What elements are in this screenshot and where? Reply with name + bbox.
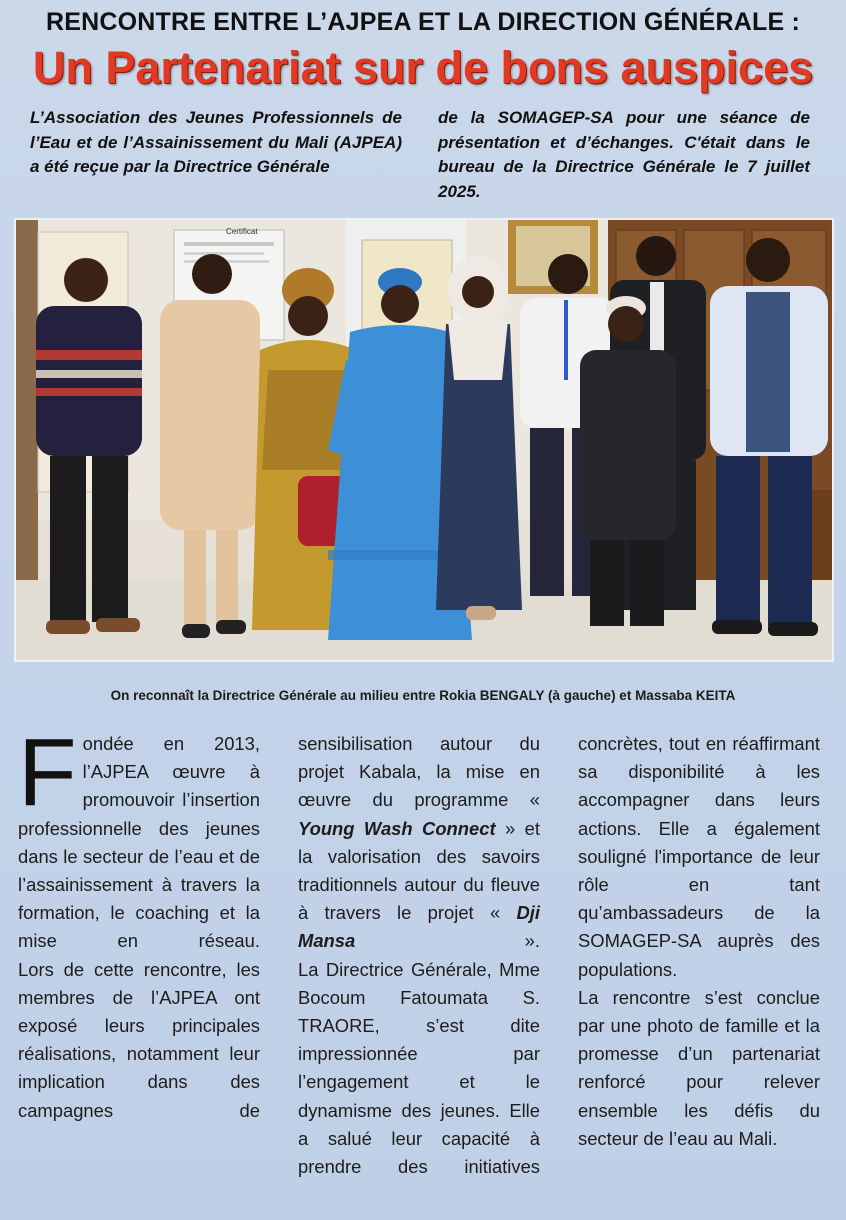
article-headline: Un Partenariat sur de bons auspices xyxy=(32,42,814,93)
drop-cap: F xyxy=(18,719,77,826)
paragraph-3-text-c: ». xyxy=(355,930,540,952)
group-photo xyxy=(14,218,834,662)
paragraph-5: concrètes, tout en réaffirmant sa disponibilité à les accompagner dans leurs actions. Elle a également souligné l'importance de leur rôle en tant qu’ambassadeurs de la SOMAGEP-SA auprès des populations. xyxy=(578,733,820,980)
paragraph-3 xyxy=(298,730,540,956)
article-column-3 xyxy=(578,730,820,1153)
paragraph-4: La Directrice Générale, Mme Bocoum Fatoumata S. TRAORE, s’est dite impressionnée par l’engagement et le dynamisme des jeunes. Elle a salué leur capacité à prendre des initiatives xyxy=(298,958,540,1178)
certificate-text: Certificat xyxy=(226,227,258,236)
paragraph-3-text-a: sensibilisation autour du projet Kabala, la mise en œuvre du programme « xyxy=(298,733,540,811)
group-photo-illustration xyxy=(16,220,832,660)
intro-left: L’Association des Jeunes Professionnels de l’Eau et de l’Assainissement du Mali (AJPEA) a été reçue par la Directrice Générale xyxy=(30,108,402,176)
article-column-2 xyxy=(298,730,540,1181)
paragraph-1 xyxy=(18,719,260,956)
paragraph-6: La rencontre s’est conclue par une photo de famille et la promesse d’un partenariat renforcé pour relever ensemble les défis du secteur de l’eau au Mali. xyxy=(578,986,820,1149)
article-column-1 xyxy=(18,719,260,1125)
paragraph-2: Lors de cette rencontre, les membres de l’AJPEA ont exposé leurs principales réalisations, notamment leur implication dans des campagnes de xyxy=(18,958,260,1121)
paragraph-1-text: ondée en 2013, l’AJPEA œuvre à promouvoir l’insertion professionnelle des jeunes dans le secteur de l’eau et de l’assainissement à travers la formation, le coaching et la mise en réseau. xyxy=(18,733,260,952)
article-kicker: RENCONTRE ENTRE L’AJPEA ET LA DIRECTION GÉNÉRALE : xyxy=(45,8,801,36)
programme-name: Young Wash Connect xyxy=(298,817,496,839)
project-name: Dji Mansa xyxy=(298,902,540,952)
photo-caption: On reconnaît la Directrice Générale au milieu entre Rokia BENGALY (à gauche) et Massaba KEITA xyxy=(110,688,736,703)
paragraph-3-text-b: » et la valorisation des savoirs traditionnels autour du fleuve à travers le projet « xyxy=(298,817,540,924)
intro-right: de la SOMAGEP-SA pour une séance de présentation et d’échanges. C'était dans le bureau de la Directrice Générale le 7 juillet 2025. xyxy=(438,108,810,201)
